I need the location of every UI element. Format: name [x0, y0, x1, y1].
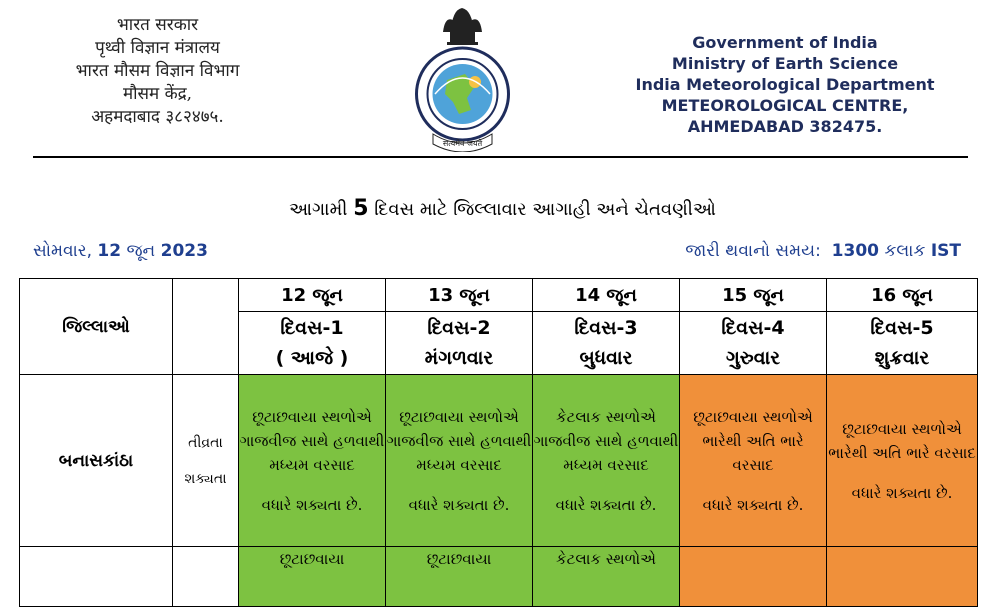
day-label: [386, 312, 533, 375]
subcol-labels: [173, 375, 239, 547]
issue-zone: IST: [930, 241, 961, 261]
forecast-probability: વધારે શક્યતા છે.: [851, 483, 953, 502]
date-weekday: સોમવાર,: [33, 241, 92, 261]
day-number: દિવસ-2: [427, 317, 491, 339]
forecast-date: [33, 241, 208, 261]
english-line: India Meteorological Department: [635, 75, 935, 94]
forecast-text: છૂટાછવાયા સ્થળોએ ગાજવીજ સાથે હળવાથી મધ્યમ વરસાદ: [386, 407, 532, 474]
day-date: 16 જૂન: [827, 279, 978, 312]
english-line: METEOROLOGICAL CENTRE,: [661, 96, 909, 115]
day-weekday: ગુરુવાર: [725, 347, 781, 369]
forecast-probability: વધારે શક્યતા છે.: [408, 495, 510, 514]
day-weekday: મંગળવાર: [424, 347, 494, 369]
forecast-table: [19, 278, 978, 607]
title-days: 5: [353, 196, 369, 221]
date-month: જૂન: [126, 241, 156, 261]
title-prefix: આગામી: [289, 199, 348, 220]
forecast-cell: [680, 547, 827, 607]
forecast-text: છૂટાછવાયા: [279, 550, 345, 568]
forecast-text: છૂટાછવાયા સ્થળોએ ગાજવીજ સાથે હળવાથી મધ્યમ વરસાદ: [239, 407, 385, 474]
english-header: [605, 32, 965, 137]
day-label: [827, 312, 978, 375]
forecast-cell: [680, 375, 827, 547]
intensity-label: તીવ્રતા: [188, 434, 223, 451]
forecast-cell: [239, 375, 386, 547]
imd-emblem-icon: [405, 2, 520, 152]
day-label: [533, 312, 680, 375]
forecast-probability: વધારે શક્યતા છે.: [261, 495, 363, 514]
forecast-cell: [827, 547, 978, 607]
issue-time-value: 1300: [831, 241, 879, 261]
hindi-line: मौसम केंद्र,: [122, 84, 193, 104]
hindi-line: भारत सरकार: [116, 15, 199, 35]
day-weekday: ( આજે ): [275, 347, 349, 369]
forecast-probability: વધારે શક્યતા છે.: [555, 495, 657, 514]
forecast-probability: વધારે શક્યતા છે.: [702, 495, 804, 514]
english-line: Government of India: [692, 33, 878, 52]
day-number: દિવસ-1: [280, 317, 344, 339]
forecast-cell: [533, 547, 680, 607]
day-date: 15 જૂન: [680, 279, 827, 312]
title-suffix: દિવસ માટે જિલ્લાવાર આગાહી અને ચેતવણીઓ: [374, 199, 716, 220]
forecast-cell: [386, 547, 533, 607]
day-number: દિવસ-5: [870, 317, 934, 339]
day-label: [680, 312, 827, 375]
forecast-cell: [239, 547, 386, 607]
day-date: 12 જૂન: [239, 279, 386, 312]
table-row: [20, 375, 978, 547]
subcol-labels: [173, 547, 239, 607]
forecast-cell: [533, 375, 680, 547]
district-header: જિલ્લાઓ: [20, 279, 173, 375]
hindi-line: अहमदाबाद ३८२४७५.: [91, 107, 224, 127]
issue-time: [685, 241, 961, 261]
day-number: દિવસ-4: [721, 317, 785, 339]
day-weekday: બુધવાર: [579, 347, 633, 369]
day-weekday: શુક્રવાર: [874, 347, 930, 369]
forecast-text: કેટલાક સ્થળોએ ગાજવીજ સાથે હળવાથી મધ્યમ વરસાદ: [533, 407, 679, 474]
day-number: દિવસ-3: [574, 317, 638, 339]
forecast-text: છૂટાછવાયા સ્થળોએ ભારેથી અતિ ભારે વરસાદ: [693, 407, 813, 474]
date-day: 12: [97, 241, 122, 261]
hindi-header: [20, 14, 295, 129]
forecast-text: કેટલાક સ્થળોએ: [556, 550, 656, 568]
issue-label: જારી થવાનો સમય:: [685, 241, 821, 261]
hindi-line: पृथ्वी विज्ञान मंत्रालय: [95, 38, 220, 58]
english-line: AHMEDABAD 382475.: [687, 117, 883, 136]
district-name: [20, 547, 173, 607]
header-divider: [33, 156, 968, 158]
forecast-text: છૂટાછવાયા: [426, 550, 492, 568]
probability-label: શક્યતા: [184, 470, 227, 487]
district-name: બનાસકાંઠા: [20, 375, 173, 547]
issue-unit: કલાક: [884, 241, 926, 261]
table-header-row: [20, 279, 978, 312]
table-row: [20, 547, 978, 607]
day-date: 14 જૂન: [533, 279, 680, 312]
forecast-cell: [386, 375, 533, 547]
hindi-line: भारत मौसम विज्ञान विभाग: [75, 61, 240, 81]
emblem-motto: सत्यमेव जयते: [442, 139, 483, 148]
page-title: [0, 196, 1005, 221]
forecast-cell: [827, 375, 978, 547]
day-label: [239, 312, 386, 375]
english-line: Ministry of Earth Science: [671, 54, 899, 73]
subcol-header: [173, 279, 239, 375]
forecast-text: છૂટાછવાયા સ્થળોએ ભારેથી અતિ ભારે વરસાદ: [828, 419, 976, 462]
day-date: 13 જૂન: [386, 279, 533, 312]
date-year: 2023: [160, 241, 208, 261]
